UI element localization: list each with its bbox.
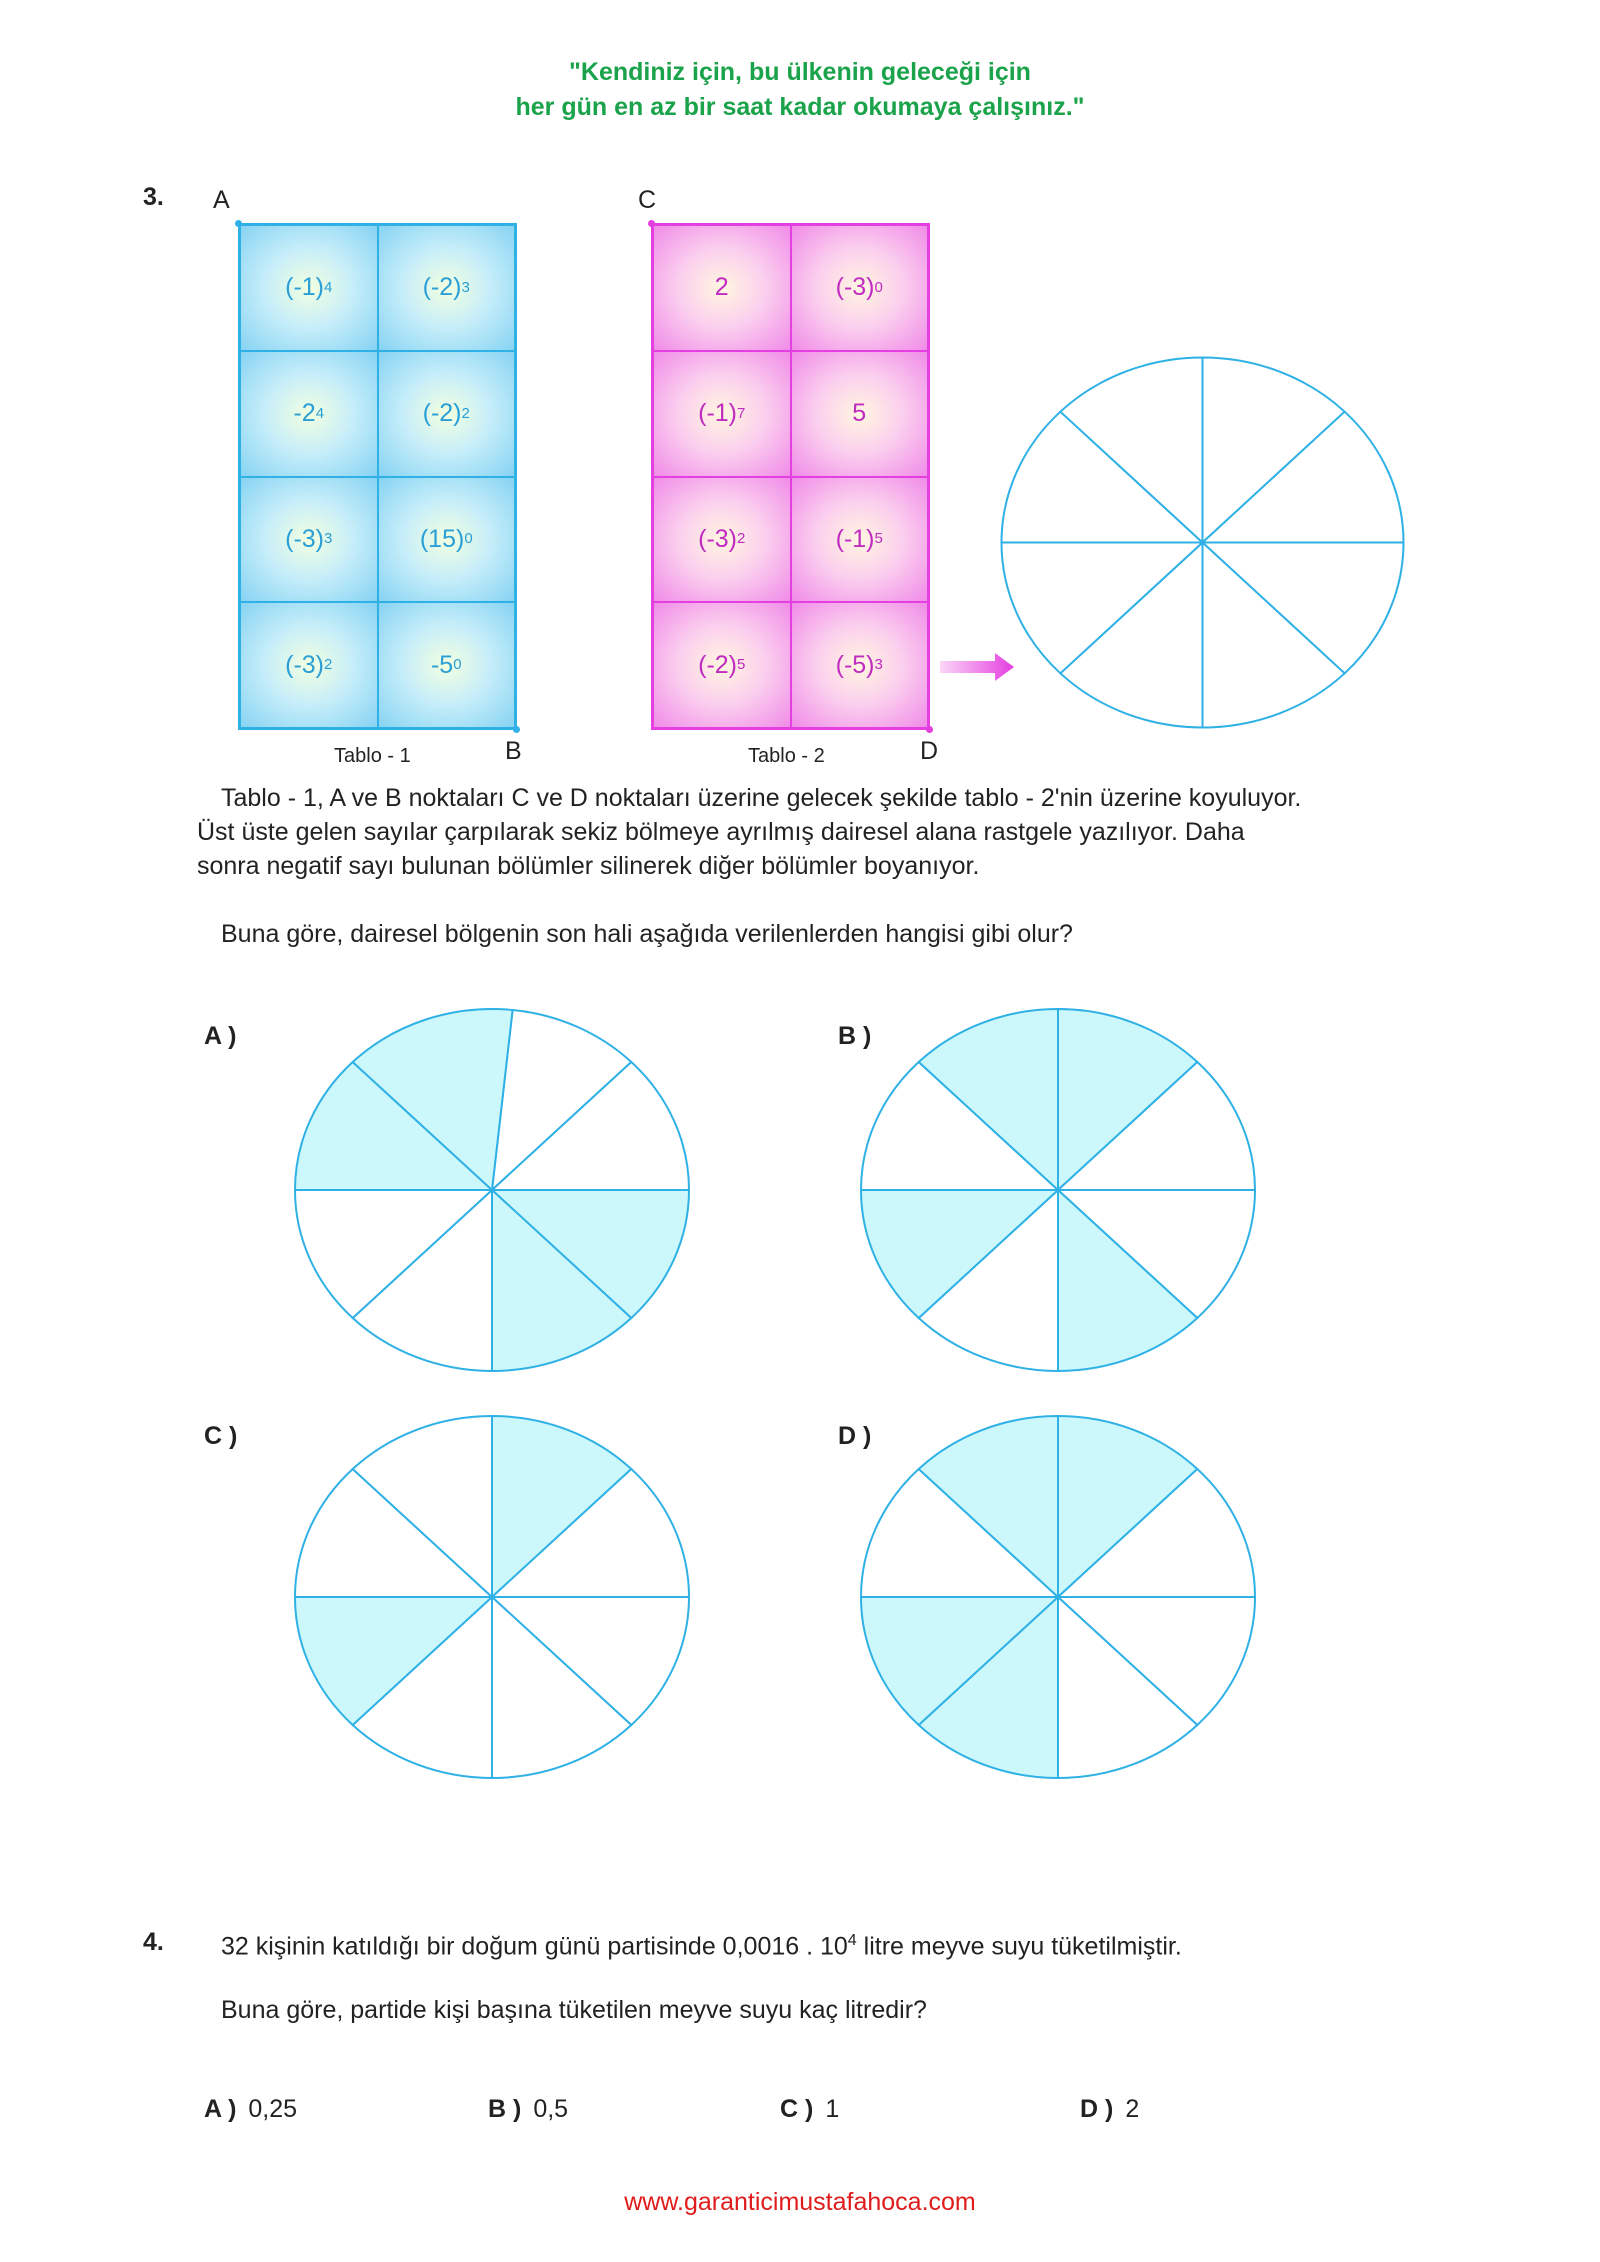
answer-b[interactable]: [488, 2095, 568, 2124]
answer-d-value: 2: [1125, 2095, 1140, 2123]
table-1-label: Tablo - 1: [334, 745, 411, 767]
point-c-dot: [648, 220, 655, 227]
header-quote-line2: her gün en az bir saat kadar okumaya çalışınız.": [515, 93, 1085, 121]
option-d-label[interactable]: D ): [838, 1422, 872, 1450]
q3-question: Buna göre, dairesel bölgenin son hali aşağıda verilenlerden hangisi gibi olur?: [221, 920, 1073, 948]
point-a-label: A: [213, 186, 230, 214]
target-circle: [995, 355, 1410, 730]
answer-a[interactable]: [204, 2095, 297, 2124]
answer-b-value: 0,5: [533, 2095, 569, 2123]
question-4-number: 4.: [143, 1928, 164, 1956]
q4-text-before: 32 kişinin katıldığı bir doğum günü partisinde 0,0016 . 10: [221, 1932, 848, 1961]
q3-paragraph-line2: Üst üste gelen sayılar çarpılarak sekiz bölmeye ayrılmış dairesel alana rastgele yazılıyor. Daha: [197, 818, 1245, 846]
table2-cell: 5: [791, 351, 929, 477]
footer-link[interactable]: www.garanticimustafahoca.com: [624, 2188, 976, 2216]
answer-a-label: A ): [204, 2095, 237, 2123]
point-a-dot: [235, 220, 242, 227]
q4-text: [221, 1924, 1182, 1963]
answer-c-value: 1: [825, 2095, 840, 2123]
point-c-label: C: [638, 186, 657, 214]
option-a-circle[interactable]: [292, 1005, 692, 1375]
point-b-dot: [513, 726, 520, 733]
point-d-label: D: [920, 737, 939, 765]
table1-cell: (-2) 2: [378, 351, 516, 477]
table1-cell: (-3) 2: [240, 602, 378, 728]
point-b-label: B: [505, 737, 522, 765]
table-2-label: Tablo - 2: [748, 745, 825, 767]
table-2: [651, 223, 930, 730]
answer-c[interactable]: [780, 2095, 839, 2124]
table2-cell: (-5) 3: [791, 602, 929, 728]
point-d-dot: [926, 726, 933, 733]
table2-cell: (-2) 5: [653, 602, 791, 728]
q3-paragraph-line3: sonra negatif sayı bulunan bölümler silinerek diğer bölümler boyanıyor.: [197, 852, 980, 880]
table2-cell: (-3) 2: [653, 477, 791, 603]
table-1: [238, 223, 517, 730]
table1-cell: (-1) 4: [240, 225, 378, 351]
table2-cell: (-1) 7: [653, 351, 791, 477]
option-b-label[interactable]: B ): [838, 1022, 872, 1050]
question-3-number: 3.: [143, 183, 164, 211]
answer-d-label: D ): [1080, 2095, 1114, 2123]
table1-cell: (15) 0: [378, 477, 516, 603]
table1-cell: -5 0: [378, 602, 516, 728]
table2-cell: 2: [653, 225, 791, 351]
answer-c-label: C ): [780, 2095, 814, 2123]
option-d-circle[interactable]: [858, 1412, 1258, 1782]
table1-cell: (-3) 3: [240, 477, 378, 603]
q4-question: Buna göre, partide kişi başına tüketilen meyve suyu kaç litredir?: [221, 1996, 927, 2024]
option-c-label[interactable]: C ): [204, 1422, 238, 1450]
answer-b-label: B ): [488, 2095, 522, 2123]
table2-cell: (-3) 0: [791, 225, 929, 351]
answer-a-value: 0,25: [248, 2095, 298, 2123]
answer-d[interactable]: [1080, 2095, 1139, 2124]
table2-cell: (-1) 5: [791, 477, 929, 603]
table1-cell: -2 4: [240, 351, 378, 477]
q3-paragraph-line1: Tablo - 1, A ve B noktaları C ve D noktaları üzerine gelecek şekilde tablo - 2'nin üzerine koyuluyor.: [221, 784, 1302, 812]
option-c-circle[interactable]: [292, 1412, 692, 1782]
option-b-circle[interactable]: [858, 1005, 1258, 1375]
header-quote-line1: "Kendiniz için, bu ülkenin geleceği için: [569, 58, 1031, 86]
table1-cell: (-2) 3: [378, 225, 516, 351]
option-a-label[interactable]: A ): [204, 1022, 237, 1050]
q4-text-exponent: 4: [847, 1932, 857, 1949]
q4-text-after: litre meyve suyu tüketilmiştir.: [856, 1932, 1182, 1961]
